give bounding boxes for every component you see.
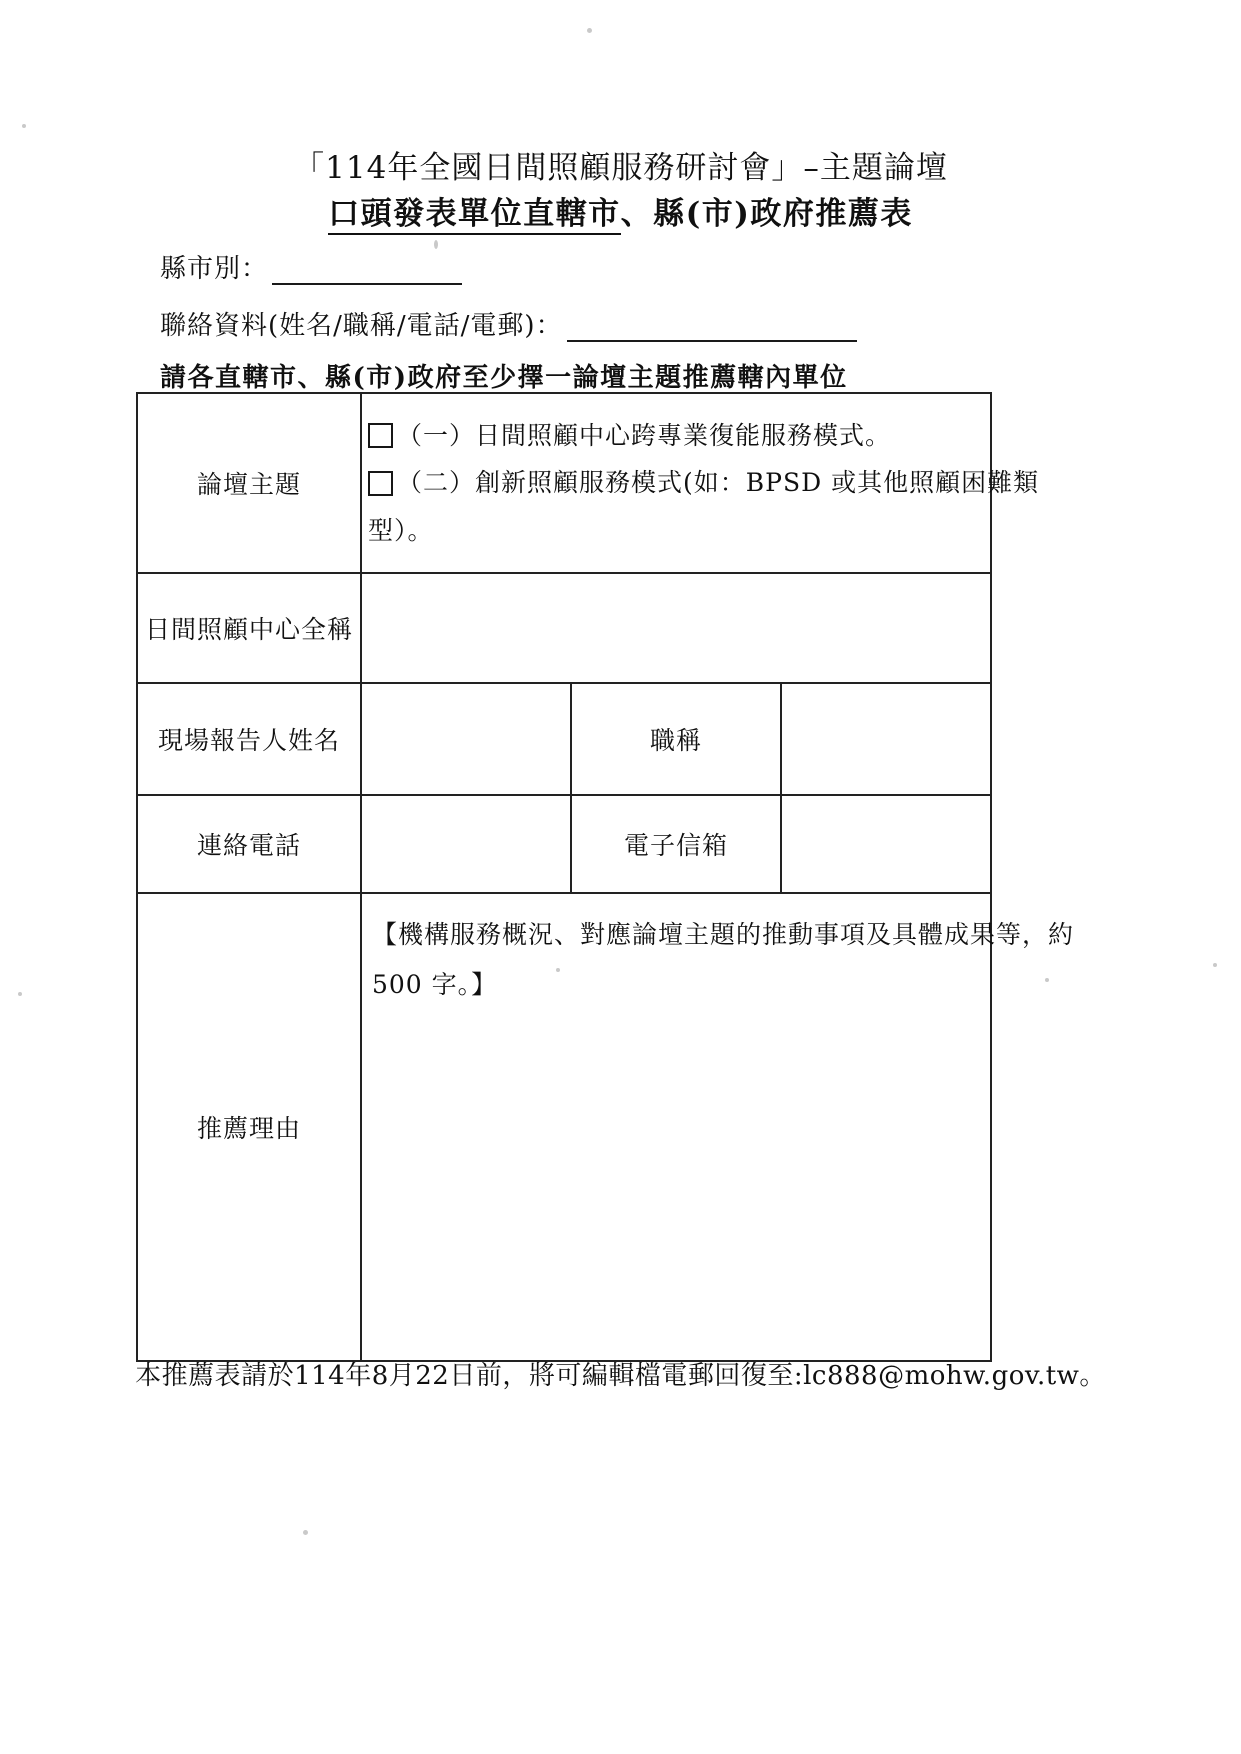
footer-note-text: 本推薦表請於114年8月22日前，將可編輯檔電郵回復至:lc888@mohw.gov.tw。	[135, 1361, 1106, 1391]
center-name-label: 日間照顧中心全稱	[137, 573, 361, 683]
center-name-input[interactable]	[361, 573, 991, 683]
table-row-center-name	[137, 573, 991, 683]
reason-hint-line-1: 【機構服務概況、對應論壇主題的推動事項及具體成果等，約	[372, 920, 1075, 949]
reason-hint-line-2: 500 字。】	[372, 970, 498, 999]
email-label: 電子信箱	[571, 795, 781, 893]
scan-speck	[1213, 963, 1217, 967]
reporter-name-input[interactable]	[361, 683, 571, 795]
topic-option-2-label: （二）創新照顧服務模式(如：BPSD 或其他照顧困難類	[397, 468, 1040, 498]
scan-speck	[303, 1530, 308, 1535]
topic-label: 論壇主題	[137, 393, 361, 573]
title-underlined-part: 口頭發表單位直轄市	[328, 196, 621, 235]
scan-speck	[22, 124, 26, 128]
reason-hint	[368, 894, 1075, 1010]
recommendation-table	[136, 392, 1075, 1362]
title-line-1: 「114年全國日間照顧服務研討會」–主題論壇	[293, 150, 948, 186]
footer-note	[0, 1355, 1241, 1392]
reporter-title-input[interactable]	[781, 683, 991, 795]
topic-option-1-label: （一）日間照顧中心跨專業復能服務模式。	[397, 420, 892, 450]
title-remainder: 、縣(市)政府推薦表	[620, 195, 913, 232]
contact-input[interactable]	[567, 314, 857, 342]
topic-option-2[interactable]	[368, 459, 1040, 507]
phone-label: 連絡電話	[137, 795, 361, 893]
contact-field-row	[160, 305, 857, 342]
table-row-reporter	[137, 683, 991, 795]
title-line-2	[0, 194, 1241, 236]
topic-option-1[interactable]	[368, 412, 984, 460]
reporter-label: 現場報告人姓名	[137, 683, 361, 795]
topic-options-cell	[361, 393, 1040, 573]
instruction-text: 請各直轄市、縣(市)政府至少擇一論壇主題推薦轄內單位	[160, 363, 848, 393]
scan-speck	[587, 28, 592, 33]
topic-option-2-wrap: 型）。	[368, 515, 434, 545]
county-field-row	[160, 248, 462, 285]
checkbox-icon[interactable]	[368, 423, 393, 448]
phone-input[interactable]	[361, 795, 571, 893]
table-row-topic	[137, 393, 991, 573]
reason-label: 推薦理由	[137, 893, 361, 1361]
table-row-phone	[137, 795, 991, 893]
email-input[interactable]	[781, 795, 991, 893]
scan-speck	[18, 992, 22, 996]
county-label: 縣市別：	[160, 254, 269, 284]
document-title	[0, 148, 1241, 235]
county-input[interactable]	[272, 257, 462, 285]
reporter-title-label: 職稱	[571, 683, 781, 795]
reason-textarea[interactable]	[361, 893, 1075, 1361]
table-row-reason	[137, 893, 991, 1361]
contact-label: 聯絡資料(姓名/職稱/電話/電郵)：	[160, 311, 563, 341]
scan-speck	[1045, 978, 1049, 982]
checkbox-icon[interactable]	[368, 471, 393, 496]
